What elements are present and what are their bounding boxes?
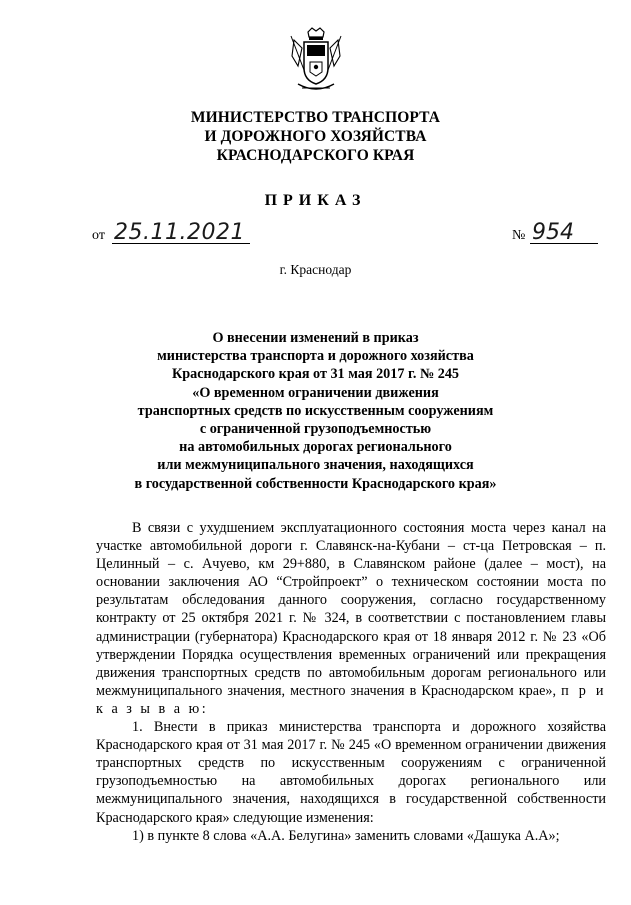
heading-line: О внесении изменений в приказ: [212, 330, 419, 346]
order-directive: п р и к а з ы в а ю:: [96, 682, 607, 717]
heading-line: в государственной собственности Краснодарского края»: [134, 475, 497, 492]
heading-line: или межмуниципального значения, находящихся: [157, 457, 474, 474]
ministry-line-2: И ДОРОЖНОГО ХОЗЯЙСТВА: [204, 128, 427, 145]
heading-line: министерства транспорта и дорожного хозяйства: [157, 348, 474, 365]
preamble-text: В связи с ухудшением эксплуатационного состояния моста через канал на участке автомобильной дороги г. Славянск-на-Кубани – ст-ца Петровская – п. Целинный – с. Ачуево, км 29+880, в Славянском районе (далее – мост), на основании заключения АО “Стройпроект” о техническом состоянии моста по результатам обследования данного сооружения, согласно государственному контракту от 25 октября 2021 г. № 324, в соответствии с постановлением главы администрации (губернатора) Краснодарского края от 18 января 2012 г. № 23 «Об утверждении Порядка осуществления временных ограничений или прекращения движения транспортных средств по автомобильным дорогам регионального или межмуниципального значения, местного значения в Краснодарском крае»,: [96, 520, 606, 699]
date-prefix: от: [92, 228, 105, 243]
document-body: [96, 519, 606, 845]
paragraph-item-1: 1. Внести в приказ министерства транспорта и дорожного хозяйства Краснодарского края от 31 мая 2017 г. № 245 «О временном ограничении движения транспортных средств по искусственным сооружениям с ограниченной грузоподъемностью на автомобильных дорогах регионального или межмуниципального значения, находящихся в государственной собственности Краснодарского края» следующие изменения:: [96, 719, 606, 826]
heading-line: транспортных средств по искусственным сооружениям: [137, 402, 494, 419]
ministry-line-1: МИНИСТЕРСТВО ТРАНСПОРТА: [190, 109, 441, 126]
city: г. Краснодар: [279, 262, 352, 277]
paragraph-subitem-1: 1) в пункте 8 слова «А.А. Белугина» заменить словами «Дашука А.А»;: [132, 827, 560, 844]
heading-line: на автомобильных дорогах регионального: [179, 439, 452, 456]
number-handwritten: 954: [532, 220, 574, 245]
document-heading: [100, 329, 531, 493]
number-prefix: №: [512, 228, 526, 243]
order-title: ПРИКАЗ: [264, 192, 367, 209]
ministry-name: [60, 108, 571, 165]
order-date: [92, 220, 252, 248]
heading-line: Краснодарского края от 31 мая 2017 г. № 245: [171, 366, 460, 383]
ministry-line-3: КРАСНОДАРСКОГО КРАЯ: [216, 147, 415, 164]
heading-line: с ограниченной грузоподъемностью: [199, 421, 432, 438]
order-number: [512, 220, 602, 248]
heading-line: «О временном ограничении движения: [192, 384, 439, 401]
krasnodar-krai-coat-of-arms-icon: [288, 26, 344, 94]
date-handwritten: 25.11.2021: [114, 220, 245, 245]
paragraph-preamble: [96, 519, 606, 718]
